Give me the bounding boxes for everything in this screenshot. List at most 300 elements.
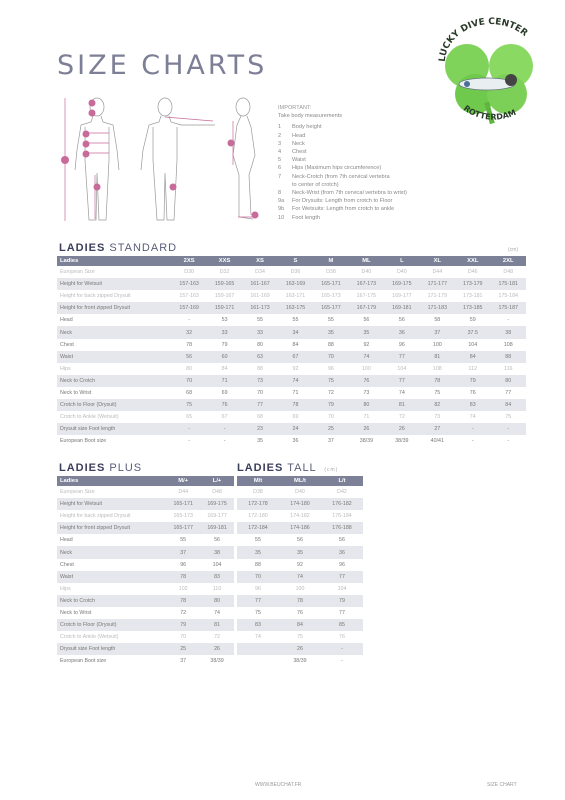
column-header: L/+ — [200, 476, 234, 486]
row-label: Crotch to Ankle (Wetsuit) — [60, 414, 119, 421]
table-cell: 165-177 — [166, 522, 200, 534]
table-cell: 71 — [292, 389, 299, 396]
table-cell: 38/39 — [293, 658, 307, 665]
column-header: 2XL — [490, 256, 526, 266]
table-cell: 110 — [212, 585, 222, 592]
table-cell: 173-179 — [455, 278, 490, 290]
table-cell: 171-177 — [420, 278, 455, 290]
table-cell: 163-171 — [285, 293, 306, 300]
table-cell: D30 — [184, 269, 194, 276]
table-cell: 40/41 — [430, 438, 444, 445]
table-cell: 67 — [221, 414, 228, 421]
table-cell: 165-173 — [173, 513, 193, 520]
row-label: Crotch to Floor (Drysuit) — [57, 619, 166, 631]
column-header: M — [313, 256, 348, 266]
instruction-text: Head — [292, 132, 306, 139]
table-cell: 26 — [200, 643, 234, 655]
table-cell — [237, 655, 279, 667]
row-label: Height for back zipped Drysuit — [60, 513, 131, 520]
table-cell: D38 — [253, 489, 263, 496]
table-cell: 173-185 — [455, 302, 490, 314]
logo-bottom-text: ROTTERDAM — [461, 103, 518, 122]
table-row — [237, 631, 363, 643]
table-cell: 77 — [505, 389, 512, 396]
ladies-plus-table — [57, 476, 234, 667]
instruction-text: Neck — [292, 140, 305, 147]
table-cell: 169-181 — [200, 522, 234, 534]
page-title: SIZE CHARTS — [57, 50, 268, 81]
table-cell: 74 — [214, 609, 221, 616]
table-cell: 102 — [178, 585, 188, 592]
table-cell: 174-182 — [290, 513, 310, 520]
table-row — [237, 607, 363, 619]
row-label: Chest — [60, 561, 74, 568]
row-label: Crotch to Ankle (Wetsuit) — [60, 634, 119, 641]
table-cell: 83 — [200, 571, 234, 583]
column-header: L — [384, 256, 419, 266]
section-title-rest: STANDARD — [109, 242, 178, 254]
table-row — [57, 571, 234, 583]
table-cell: 25 — [166, 643, 200, 655]
table-cell: 96 — [327, 365, 334, 372]
row-label: Height for front zipped Drysuit — [57, 302, 171, 314]
table-cell: 92 — [292, 365, 299, 372]
table-cell: 78 — [279, 595, 321, 607]
table-cell: 80 — [349, 399, 384, 411]
table-cell: 58 — [434, 317, 441, 324]
table-cell: 75 — [434, 389, 441, 396]
column-header: XL — [420, 256, 455, 266]
table-row — [57, 655, 234, 667]
table-row — [237, 498, 363, 510]
table-cell: 161-173 — [242, 302, 277, 314]
row-label: Neck to Crotch — [57, 375, 171, 387]
table-cell: 35 — [279, 546, 321, 558]
table-cell: 176-184 — [332, 513, 352, 520]
table-row — [57, 351, 526, 363]
table-row — [57, 522, 234, 534]
table-cell: 73 — [363, 389, 370, 396]
table-cell: 159-165 — [207, 278, 242, 290]
table-cell: - — [321, 643, 363, 655]
table-row — [237, 571, 363, 583]
table-cell: 53 — [221, 317, 228, 324]
table-cell: 76 — [297, 609, 303, 616]
table-cell: 84 — [455, 351, 490, 363]
table-row — [57, 423, 526, 435]
table-row — [237, 595, 363, 607]
table-cell: 100 — [432, 341, 442, 348]
table-cell: 169-175 — [384, 278, 419, 290]
table-cell: - — [223, 438, 226, 445]
table-cell: 78 — [166, 571, 200, 583]
table-cell: - — [341, 658, 343, 665]
instruction-number: 3 — [278, 140, 282, 147]
front-figure — [61, 98, 119, 221]
instruction-number: 9b — [278, 206, 285, 213]
table-cell: 175-184 — [498, 293, 518, 300]
instruction-text: Foot length — [292, 214, 320, 221]
instruction-item — [278, 148, 538, 156]
table-row — [237, 559, 363, 571]
table-row — [57, 435, 526, 447]
table-cell: D40 — [295, 489, 305, 496]
table-row — [57, 546, 234, 558]
column-header: XXL — [455, 256, 490, 266]
table-row — [237, 655, 363, 667]
table-row — [237, 534, 363, 546]
table-cell: 70 — [313, 351, 348, 363]
table-cell: 100 — [295, 585, 305, 592]
table-cell: 167-175 — [356, 293, 377, 300]
table-cell: D40 — [361, 269, 372, 276]
table-cell: 79 — [221, 341, 228, 348]
table-cell: 100 — [361, 365, 371, 372]
table-cell: 79 — [455, 375, 490, 387]
measurement-instructions — [278, 104, 538, 222]
table-cell: 171-183 — [420, 302, 455, 314]
table-cell: 77 — [321, 571, 363, 583]
table-cell: 104 — [397, 365, 407, 372]
row-label: Neck to Wrist — [60, 389, 92, 396]
table-cell: D44 — [178, 489, 189, 496]
table-cell: 27 — [420, 423, 455, 435]
row-label: Hips — [60, 585, 71, 592]
table-cell: 56 — [363, 317, 370, 324]
table-cell: 78 — [186, 341, 193, 348]
table-cell: 55 — [292, 317, 299, 324]
ladies-standard-unit: (cm) — [508, 247, 518, 253]
section-title-rest: PLUS — [109, 462, 143, 474]
table-row — [57, 510, 234, 522]
table-cell: 78 — [420, 375, 455, 387]
row-label: Height for Wetsuit — [57, 498, 166, 510]
table-cell — [237, 643, 279, 655]
instruction-text: Chest — [292, 149, 307, 156]
table-cell: 161-169 — [250, 293, 270, 300]
table-cell: 157-163 — [171, 278, 206, 290]
table-row — [57, 498, 234, 510]
table-cell: 26 — [279, 643, 321, 655]
table-cell: 88 — [327, 341, 334, 348]
table-cell: - — [188, 438, 191, 445]
table-cell: 176-188 — [321, 522, 363, 534]
table-cell: - — [490, 423, 526, 435]
table-cell: 74 — [469, 414, 476, 421]
table-cell: 78 — [278, 399, 313, 411]
table-cell: 116 — [504, 365, 513, 372]
table-cell: D40 — [396, 269, 407, 276]
column-header: L/t — [321, 476, 363, 486]
table-cell: 35 — [349, 326, 384, 338]
row-label: European Size — [60, 489, 95, 496]
row-label: Height for front zipped Drysuit — [57, 522, 166, 534]
table-cell: 25 — [313, 423, 348, 435]
table-cell: 70 — [327, 414, 334, 421]
table-cell: 33 — [242, 326, 277, 338]
table-cell: 84 — [279, 619, 321, 631]
table-row — [57, 534, 234, 546]
table-cell: 77 — [237, 595, 279, 607]
instruction-text: Neck-Crotch (from 7th cervical vertebra — [292, 173, 390, 180]
table-cell: 108 — [503, 341, 513, 348]
table-cell: 56 — [171, 351, 206, 363]
row-label: Hips — [60, 365, 71, 372]
table-cell: - — [471, 438, 474, 445]
table-cell: 159-171 — [207, 302, 242, 314]
table-cell: 69 — [292, 414, 299, 421]
ladies-tall-title — [237, 462, 338, 474]
table-cell: 167-173 — [349, 278, 384, 290]
instruction-item — [278, 205, 538, 213]
column-header: S — [278, 256, 313, 266]
footer-label: SIZE CHART — [487, 782, 517, 788]
table-cell: 36 — [292, 438, 299, 445]
table-cell: 172-184 — [237, 522, 279, 534]
table-cell: 35 — [257, 438, 263, 445]
instruction-number: 10 — [278, 214, 285, 221]
table-cell: 165-173 — [321, 293, 341, 300]
table-cell: 72 — [214, 634, 221, 641]
table-cell: 172-178 — [237, 498, 279, 510]
table-cell: 74 — [279, 571, 321, 583]
table-cell: 76 — [349, 375, 384, 387]
table-cell: 161-167 — [242, 278, 277, 290]
table-cell: - — [207, 423, 242, 435]
table-header-row — [57, 256, 526, 266]
table-cell: 55 — [327, 317, 334, 324]
column-header: M/t — [237, 476, 279, 486]
table-cell: 165-171 — [166, 498, 200, 510]
instruction-number: 1 — [278, 124, 282, 131]
table-cell: D48 — [212, 489, 222, 496]
table-cell: D32 — [219, 269, 230, 276]
table-cell: 24 — [278, 423, 313, 435]
table-cell: 157-163 — [179, 293, 199, 300]
row-label: Drysuit size Foot length — [57, 423, 171, 435]
table-cell: 73 — [434, 414, 441, 421]
table-row — [237, 619, 363, 631]
table-cell: - — [455, 423, 490, 435]
table-cell: 96 — [398, 341, 405, 348]
table-cell: 75 — [505, 414, 512, 421]
table-cell: 96 — [339, 561, 345, 568]
table-cell: 112 — [468, 365, 477, 372]
table-cell: - — [188, 317, 191, 324]
table-cell: 175-187 — [490, 302, 526, 314]
instruction-number: 2 — [278, 132, 282, 139]
column-header: Ladies — [57, 476, 166, 486]
logo-top-text: LUCKY DIVE CENTER — [437, 17, 530, 63]
table-cell: 75 — [171, 399, 206, 411]
table-cell: 163-175 — [278, 302, 313, 314]
table-cell: 74 — [255, 634, 261, 641]
ladies-standard-table — [57, 256, 526, 447]
table-cell: 37 — [166, 546, 200, 558]
table-row — [57, 486, 234, 498]
row-label: Waist — [57, 571, 166, 583]
section-title-bold: LADIES — [59, 462, 106, 474]
table-cell: 68 — [257, 414, 263, 421]
table-row — [57, 375, 526, 387]
table-cell: 55 — [255, 537, 261, 544]
row-label: European Boot size — [60, 438, 107, 445]
row-label: Crotch to Floor (Drysuit) — [57, 399, 171, 411]
table-cell: 85 — [321, 619, 363, 631]
table-row — [57, 631, 234, 643]
table-cell: 96 — [255, 585, 261, 592]
table-row — [57, 278, 526, 290]
table-cell: 38 — [490, 326, 526, 338]
instruction-item — [278, 123, 538, 131]
table-cell: 67 — [278, 351, 313, 363]
instruction-number: 8 — [278, 190, 282, 197]
table-cell: 79 — [166, 619, 200, 631]
instruction-number: 6 — [278, 165, 282, 172]
table-cell: 78 — [166, 595, 200, 607]
instruction-number: 9a — [278, 198, 285, 205]
instructions-list — [278, 123, 538, 221]
instruction-text: Hips (Maximum hips circumference) — [292, 165, 382, 172]
ladies-tall-unit: (cm) — [324, 467, 339, 473]
table-row — [57, 302, 526, 314]
table-cell: 108 — [432, 365, 442, 372]
table-cell: 88 — [257, 365, 263, 372]
table-cell: 77 — [242, 399, 277, 411]
table-cell: 104 — [212, 561, 222, 568]
instruction-item — [278, 140, 538, 148]
row-label: Neck — [57, 326, 171, 338]
table-cell: D38 — [326, 269, 336, 276]
table-row — [57, 326, 526, 338]
table-cell: 169-177 — [207, 513, 227, 520]
back-figure — [141, 98, 215, 220]
instruction-text: to center of crotch) — [292, 181, 339, 188]
table-cell: 37.5 — [455, 326, 490, 338]
table-cell: 82 — [420, 399, 455, 411]
table-cell: 36 — [384, 326, 419, 338]
table-cell: 59 — [469, 317, 476, 324]
table-cell: 37 — [327, 438, 334, 445]
row-label: Head — [60, 317, 73, 324]
table-row — [57, 583, 234, 595]
table-cell: 173-181 — [463, 293, 483, 300]
table-header-row — [237, 476, 363, 486]
table-cell: 76 — [469, 389, 476, 396]
table-row — [57, 314, 526, 326]
table-row — [237, 583, 363, 595]
table-cell: 38 — [200, 546, 234, 558]
row-label: Height for back zipped Drysuit — [60, 293, 131, 300]
table-row — [57, 387, 526, 399]
table-cell: 84 — [292, 341, 299, 348]
table-cell: 71 — [363, 414, 370, 421]
table-row — [57, 559, 234, 571]
table-cell: 36 — [321, 546, 363, 558]
instruction-item — [278, 173, 538, 181]
table-row — [57, 643, 234, 655]
table-row — [57, 411, 526, 423]
row-label: Neck — [57, 546, 166, 558]
body-measurement-figures — [55, 95, 277, 225]
table-cell: 32 — [171, 326, 206, 338]
table-row — [57, 607, 234, 619]
table-cell: 80 — [186, 365, 193, 372]
instruction-number: 5 — [278, 157, 282, 164]
table-cell: 80 — [490, 375, 526, 387]
row-label: Neck to Wrist — [60, 609, 92, 616]
table-cell: 77 — [384, 375, 419, 387]
table-cell: 56 — [339, 537, 345, 544]
section-title-rest: TALL — [287, 462, 317, 474]
table-cell: 70 — [257, 389, 263, 396]
table-cell: 72 — [327, 389, 334, 396]
row-label: Neck to Crotch — [57, 595, 166, 607]
instructions-subheader: Take body measurements — [278, 113, 343, 120]
table-row — [237, 546, 363, 558]
ladies-standard-title — [59, 242, 177, 254]
table-cell: 83 — [455, 399, 490, 411]
table-cell: 26 — [349, 423, 384, 435]
table-cell: 74 — [349, 351, 384, 363]
table-cell: 163-169 — [278, 278, 313, 290]
table-cell: 70 — [180, 634, 187, 641]
table-cell: 157-169 — [171, 302, 206, 314]
column-header: ML — [349, 256, 384, 266]
section-title-bold: LADIES — [237, 462, 284, 474]
table-cell: 56 — [398, 317, 405, 324]
instruction-item — [278, 156, 538, 164]
table-cell: 56 — [297, 537, 303, 544]
table-cell: 38/39 — [359, 438, 374, 445]
instruction-text: Waist — [292, 157, 306, 164]
row-label: Chest — [60, 341, 74, 348]
table-row — [57, 290, 526, 302]
table-cell: 165-177 — [313, 302, 348, 314]
table-cell: 104 — [468, 341, 478, 348]
table-cell: 81 — [384, 399, 419, 411]
instruction-item — [278, 197, 538, 205]
instruction-item — [278, 214, 538, 222]
table-cell: 74 — [398, 389, 405, 396]
row-label: European Boot size — [60, 658, 107, 665]
table-cell: 68 — [186, 389, 193, 396]
table-cell: 55 — [257, 317, 263, 324]
table-cell: 77 — [384, 351, 419, 363]
instruction-number: 7 — [278, 173, 282, 180]
column-header: Ladies — [57, 256, 171, 266]
table-cell: 75 — [297, 634, 303, 641]
table-cell: 81 — [420, 351, 455, 363]
table-cell: - — [507, 317, 510, 324]
table-row — [237, 486, 363, 498]
table-cell: 69 — [221, 389, 228, 396]
table-cell: 167-179 — [349, 302, 384, 314]
table-row — [57, 266, 526, 278]
table-cell: - — [507, 438, 510, 445]
table-cell: 38/39 — [210, 658, 224, 665]
instruction-text: Body height — [292, 124, 322, 131]
table-cell: 77 — [339, 609, 345, 616]
table-cell: 80 — [257, 341, 263, 348]
table-cell: D34 — [255, 269, 265, 276]
table-cell: 35 — [313, 326, 348, 338]
table-row — [237, 643, 363, 655]
table-cell: 88 — [255, 561, 261, 568]
table-cell: 26 — [384, 423, 419, 435]
table-cell: 72 — [180, 609, 187, 616]
table-cell: 169-177 — [392, 293, 412, 300]
